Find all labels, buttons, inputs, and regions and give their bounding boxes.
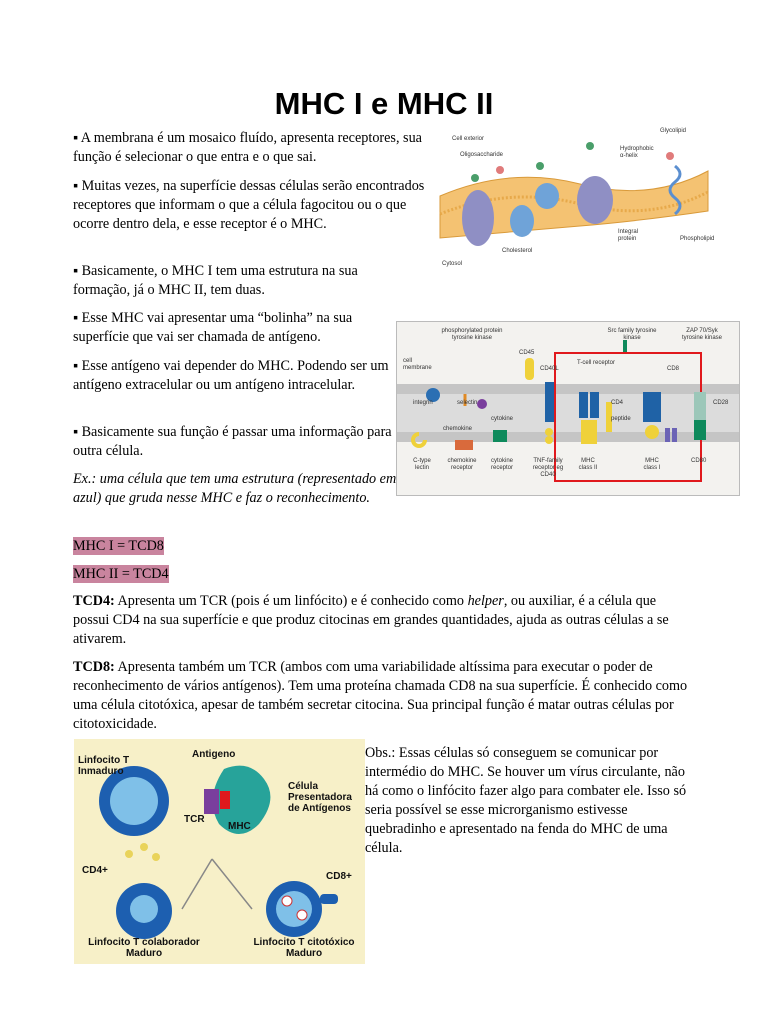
label-src-kinase: Src family tyrosine kinase	[607, 328, 657, 341]
label-cholesterol: Cholesterol	[502, 248, 533, 254]
tcell-figure	[74, 739, 365, 964]
bullet-antigen: ▪ Esse MHC vai apresentar uma “bolinha” na sua superfície que vai ser chamada de antígeno.	[73, 310, 353, 345]
label-celula-presentadora: Célula Presentadora de Antígenos	[288, 781, 352, 814]
label-phospholipid: Phospholipid	[680, 236, 715, 242]
label-c-type-lectin: C-type lectin	[413, 458, 431, 471]
label-linfocito-inmaduro: Linfocito T Inmaduro	[78, 755, 130, 777]
label-glycolipid: Glycolipid	[660, 128, 687, 134]
label-cd45: CD45	[519, 350, 535, 356]
bullet-receptors: ▪ Muitas vezes, na superfície dessas células serão encontrados receptores que informam o que a célula fagocitou ou o que ocorre dentro dela, e esse receptor é o MHC.	[73, 178, 425, 232]
label-phosphorylated-kinase: phosphorylated protein tyrosine kinase	[441, 328, 503, 341]
tcd4-paragraph: TCD4: Apresenta um TCR (pois é um linfócito) e é conhecido como helper, ou auxiliar, é a célula que possui CD4 na sua superfície e que produz citocinas em grandes quantidades, ajuda as outras células a se ativarem.	[73, 593, 669, 647]
label-integrin: integrin	[413, 400, 433, 406]
bullet-membrane: ▪ A membrana é um mosaico fluído, apresenta receptores, sua função é selecionar o que entra e o que sai.	[73, 130, 422, 165]
label-oligosaccharide: Oligosaccharide	[460, 152, 504, 158]
label-cd8: CD8	[667, 366, 680, 372]
label-hydrophobic-helix: Hydrophobic α-helix	[620, 146, 654, 159]
label-t-cell-receptor: T-cell receptor	[577, 360, 616, 366]
label-cell-membrane: cell membrane	[403, 358, 432, 371]
label-chemokine: chemokine	[443, 426, 473, 432]
label-cytokine: cytokine	[491, 416, 514, 422]
label-tnf-receptor: TNF-family receptor eg CD40	[532, 458, 564, 478]
obs-paragraph: Obs.: Essas células só conseguem se comunicar por intermédio do MHC. Se houver um vírus circulante, não há como o linfócito fazer algo para combater ele. Isso só seria possível se esse microrganismo estivesse quebradinho e apresentado na fenda do MHC de uma célula.	[365, 745, 687, 856]
label-zap70-kinase: ZAP 70/Syk tyrosine kinase	[681, 328, 723, 341]
label-antigeno: Antigeno	[192, 749, 236, 760]
label-cd4: CD4	[611, 400, 624, 406]
label-selectin: selectin	[457, 400, 478, 406]
receptors-figure	[396, 321, 740, 496]
page-title: MHC I e MHC II	[274, 86, 494, 121]
label-linfocito-colaborador: Linfocito T colaborador Maduro	[88, 937, 200, 959]
label-mhc-class-i: MHC class I	[643, 458, 661, 471]
bullet-mhc-structure: ▪ Basicamente, o MHC I tem uma estrutura na sua formação, já o MHC II, tem duas.	[73, 263, 358, 298]
highlight-mhc2: MHC II = TCD4	[73, 566, 169, 582]
label-mhc-class-ii: MHC class II	[578, 458, 598, 471]
label-cd8plus: CD8+	[326, 871, 352, 882]
label-integral-protein: Integral protein	[618, 229, 639, 242]
bullet-function: ▪ Basicamente sua função é passar uma informação para outra célula.	[73, 424, 392, 459]
label-tcr: TCR	[184, 814, 205, 825]
membrane-figure	[440, 126, 715, 272]
example-text: Ex.: uma célula que tem uma estrutura (representado em azul) que gruda nesse MHC e faz o reconhecimento.	[73, 471, 397, 506]
label-cytokine-receptor: cytokine receptor	[490, 458, 513, 471]
tcd8-paragraph: TCD8: Apresenta também um TCR (ambos com uma variabilidade altíssima para executar o poder de reconhecimento de vários antígenos). Tem uma proteína chamada CD8 na sua superfície. É conhecido como uma célula citotóxica, apesar de também secretar citocina. Sua principal função é matar outras células por citotoxicidade.	[73, 659, 688, 732]
label-cd80: CD80	[691, 458, 707, 464]
bullet-antigen-type: ▪ Esse antígeno vai depender do MHC. Podendo ser um antígeno extracelular ou um antígeno intracelular.	[73, 358, 389, 393]
label-cell-exterior: Cell exterior	[452, 136, 485, 142]
label-chemokine-receptor: chemokine receptor	[447, 458, 477, 471]
label-cytosol: Cytosol	[442, 261, 463, 267]
label-cd40l: CD40L	[540, 366, 559, 372]
label-peptide: peptide	[611, 416, 631, 422]
label-cd4plus: CD4+	[82, 865, 108, 876]
label-cd28: CD28	[713, 400, 729, 406]
label-mhc: MHC	[228, 821, 251, 832]
highlight-mhc1: MHC I = TCD8	[73, 538, 164, 554]
label-linfocito-citotoxico: Linfocito T citotóxico Maduro	[253, 937, 355, 959]
